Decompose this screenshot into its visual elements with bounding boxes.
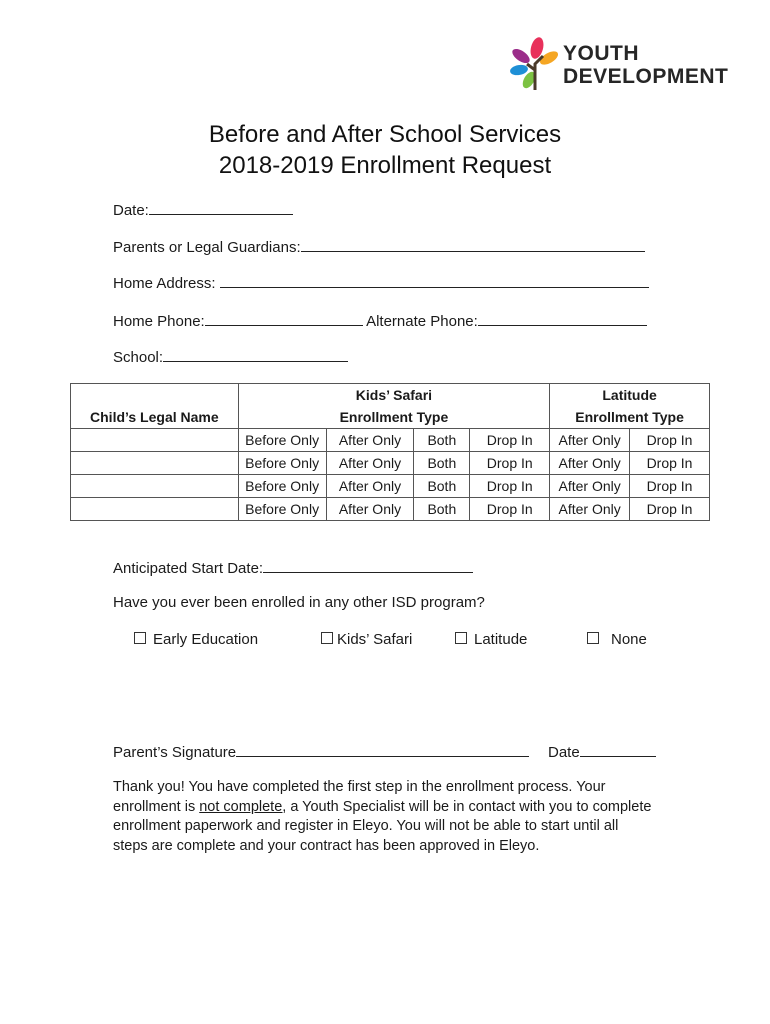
alt-phone-label: Alternate Phone: [362, 313, 478, 330]
logo-line-development: DEVELOPMENT [563, 65, 729, 88]
address-field[interactable] [113, 273, 649, 293]
checkbox-early-education[interactable] [134, 631, 258, 648]
option-both[interactable]: Both [414, 475, 470, 498]
option-before-only[interactable]: Before Only [238, 498, 326, 521]
start-date-label: Anticipated Start Date: [113, 560, 264, 577]
date-label: Date: [113, 202, 149, 219]
checkbox-icon[interactable] [587, 632, 599, 644]
checkbox-kids-safari[interactable] [321, 631, 412, 648]
kids-safari-header: Kids’ Safari [238, 384, 550, 407]
checkbox-icon[interactable] [134, 632, 146, 644]
latitude-header: Latitude [550, 384, 710, 407]
option-latitude-drop-in[interactable]: Drop In [630, 475, 710, 498]
signature-date-field[interactable] [548, 742, 656, 762]
option-after-only[interactable]: After Only [326, 475, 414, 498]
logo-wordmark [563, 42, 728, 88]
date-line[interactable] [149, 200, 293, 215]
prior-enrollment-question: Have you ever been enrolled in any other ISD program? [113, 594, 485, 611]
child-name-cell[interactable] [71, 429, 239, 452]
checkbox-none[interactable] [587, 631, 647, 648]
school-line[interactable] [163, 347, 348, 362]
table-row [71, 498, 710, 521]
note-part-2: a Youth Specialist will be in contact with you to complete enrollment paperwork and register in Eleyo. You will not be able to start until all steps are complete and your contract has been approved in Eleyo. [113, 798, 652, 854]
note-part-1: Thank you! You have completed the first step in the enrollment process. Your enrollment is [113, 779, 606, 815]
option-after-only[interactable]: After Only [326, 452, 414, 475]
address-line[interactable] [220, 273, 649, 288]
option-before-only[interactable]: Before Only [238, 475, 326, 498]
completion-note [113, 778, 653, 856]
signature-label: Parent’s Signature [113, 744, 237, 761]
checkbox-latitude[interactable] [455, 631, 527, 648]
option-both[interactable]: Both [414, 429, 470, 452]
option-drop-in[interactable]: Drop In [470, 498, 550, 521]
note-underlined: not complete, [199, 798, 287, 815]
table-row [71, 475, 710, 498]
option-before-only[interactable]: Before Only [238, 452, 326, 475]
youth-development-logo [505, 36, 737, 92]
checkbox-icon[interactable] [455, 632, 467, 644]
school-label: School: [113, 349, 164, 366]
option-latitude-after-only[interactable]: After Only [550, 475, 630, 498]
guardians-line[interactable] [301, 237, 645, 252]
phone-field[interactable] [113, 311, 647, 331]
signature-date-line[interactable] [580, 742, 656, 757]
option-drop-in[interactable]: Drop In [470, 452, 550, 475]
option-latitude-after-only[interactable]: After Only [550, 429, 630, 452]
signature-field[interactable] [113, 742, 529, 762]
start-date-line[interactable] [263, 558, 473, 573]
option-drop-in[interactable]: Drop In [470, 475, 550, 498]
guardians-field[interactable] [113, 237, 645, 257]
option-latitude-drop-in[interactable]: Drop In [630, 498, 710, 521]
option-before-only[interactable]: Before Only [238, 429, 326, 452]
page-title [0, 119, 770, 181]
kids-safari-enrollment-type: Enrollment Type [238, 406, 550, 429]
option-after-only[interactable]: After Only [326, 498, 414, 521]
alt-phone-line[interactable] [478, 311, 647, 326]
home-phone-line[interactable] [205, 311, 363, 326]
home-phone-label: Home Phone: [113, 313, 205, 330]
checkbox-label: None [611, 631, 647, 648]
option-latitude-drop-in[interactable]: Drop In [630, 452, 710, 475]
checkbox-label: Kids’ Safari [337, 631, 413, 648]
title-line-1: Before and After School Services [208, 121, 562, 148]
option-both[interactable]: Both [414, 498, 470, 521]
title-line-2: 2018-2019 Enrollment Request [218, 152, 552, 179]
child-name-cell[interactable] [71, 498, 239, 521]
date-field[interactable] [113, 200, 293, 220]
guardians-label: Parents or Legal Guardians: [113, 239, 301, 256]
table-row [71, 429, 710, 452]
option-latitude-after-only[interactable]: After Only [550, 498, 630, 521]
signature-line[interactable] [236, 742, 529, 757]
option-after-only[interactable]: After Only [326, 429, 414, 452]
table-row [71, 452, 710, 475]
option-drop-in[interactable]: Drop In [470, 429, 550, 452]
name-header-top [71, 384, 239, 407]
option-latitude-drop-in[interactable]: Drop In [630, 429, 710, 452]
checkbox-label: Latitude [474, 631, 528, 648]
enrollment-table [70, 383, 710, 521]
child-name-header: Child’s Legal Name [71, 406, 239, 429]
school-field[interactable] [113, 347, 348, 367]
logo-line-youth: YOUTH [563, 42, 639, 65]
latitude-enrollment-type: Enrollment Type [550, 406, 710, 429]
tree-leaf-icon [505, 36, 561, 92]
address-label: Home Address: [113, 275, 220, 292]
child-name-cell[interactable] [71, 475, 239, 498]
checkbox-label: Early Education [153, 631, 259, 648]
child-name-cell[interactable] [71, 452, 239, 475]
option-both[interactable]: Both [414, 452, 470, 475]
checkbox-icon[interactable] [321, 632, 333, 644]
option-latitude-after-only[interactable]: After Only [550, 452, 630, 475]
start-date-field[interactable] [113, 558, 473, 578]
signature-date-label: Date [548, 744, 580, 761]
